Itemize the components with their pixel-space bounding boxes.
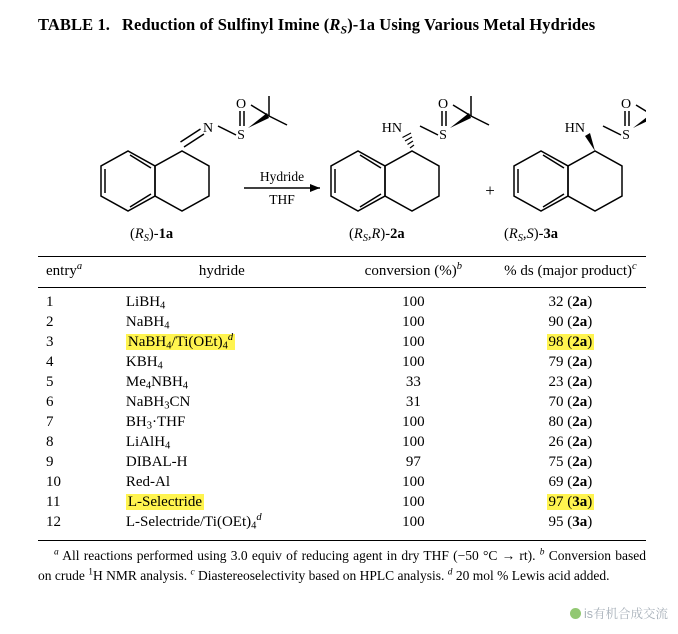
cell-conversion: 31 [405,393,421,410]
table-number: TABLE 1. [38,15,111,34]
cell-hydride: $BH_3\cdot THF$ [125,413,186,432]
table-header [38,256,646,287]
table-row [38,452,646,472]
sulfinyl-s-label-2: S [439,127,447,143]
cell-entry: 10 [46,473,61,490]
table-bottom-rule [38,540,646,541]
table-body [38,287,646,537]
arrow-label-thf: THF [269,191,295,207]
cell-ds: 80 (2a) [548,413,593,430]
column-header-conversion [332,256,495,287]
title-text-part2: )-1a Using Various Metal Hydrides [347,15,596,34]
table-row [38,512,646,537]
table-row [38,352,646,372]
table-row [38,432,646,452]
watermark-badge-icon [570,608,581,619]
results-table-wrapper [38,256,648,541]
sulfinyl-o-label-3: O [620,96,632,112]
table-row [38,392,646,412]
cell-entry: 12 [46,513,61,530]
imine-n-label: N [202,120,214,136]
sulfinyl-s-label-3: S [622,127,630,143]
table-header-row [38,256,646,287]
cell-ds: 69 (2a) [548,473,593,490]
cell-ds: 26 (2a) [548,433,593,450]
cell-conversion: 100 [402,313,425,330]
cell-entry: 1 [46,293,54,310]
column-header-entry-label: entry [46,262,77,279]
table-row [38,372,646,392]
cell-hydride: $KBH_4$ [125,353,163,372]
cell-ds: 70 (2a) [548,393,593,410]
cell-conversion: 33 [405,373,421,390]
cell-ds: 32 (2a) [548,293,593,310]
cell-conversion: 100 [402,513,425,530]
table-footnotes: $^a$ All reactions performed using 3.0 equiv of reducing agent in dry THF (−50 °C → rt). $^b$ Conversion based on crude $^1$H NMR analysis. $^c$ Diastereoselectivity based on HPLC analysis. $^d$ 20 mol % Lewis acid added. [38,547,647,583]
cell-conversion: 100 [402,493,425,510]
cell-hydride: $Me_4NBH_4$ [125,373,189,392]
cell-hydride: LiAlH$_4$ [125,433,171,452]
caption-1a: $(R_S)-1a$ [130,225,174,244]
column-header-ds-label: % ds (major product) [504,262,633,279]
table-row [38,472,646,492]
cell-hydride [112,492,332,512]
cell-hydride [112,332,332,352]
cell-ds: 90 (2a) [548,313,593,330]
sulfinyl-o-label-1: O [235,96,247,112]
product-2a-hn-label: HN [381,120,402,136]
cell-ds: 23 (2a) [548,373,593,390]
sulfinyl-o-label-2: O [437,96,449,112]
cell-ds: 75 (2a) [548,453,593,470]
cell-conversion: 100 [402,353,425,370]
results-table [38,256,646,537]
column-header-conversion-label: conversion (%) [364,262,457,279]
cell-entry: 2 [46,313,54,330]
cell-entry: 3 [46,333,54,350]
column-header-entry [38,256,112,287]
cell-hydride: NaBH$_3$CN [125,393,191,412]
caption-3a: $(R_S,S)-3a$ [504,225,558,244]
highlight-ds: 98 (2a) [548,333,593,350]
table-row [38,492,646,512]
reaction-scheme [38,48,648,226]
cell-conversion: 100 [402,333,425,350]
cell-conversion: 100 [402,433,425,450]
plus-sign: + [485,180,495,200]
column-header-conversion-note: b [456,260,462,272]
scheme-captions [38,226,648,248]
highlight-hydride: L-Selectride [127,493,202,510]
reaction-scheme-svg [38,48,646,226]
column-header-entry-note: a [76,260,83,272]
table-row [38,412,646,432]
cell-ds [495,332,646,352]
watermark [570,604,668,622]
cell-ds: 79 (2a) [548,353,593,370]
column-header-hydride: hydride [112,256,332,287]
sulfinyl-s-label-1: S [237,127,245,143]
highlight-hydride: $NaBH_4/Ti(OEt)_4^d$ [127,331,234,352]
cell-ds: 95 (3a) [548,513,593,530]
cell-entry: 4 [46,353,54,370]
cell-conversion: 97 [405,453,421,470]
watermark-text: is有机合成交流 [583,607,668,621]
cell-ds [495,492,646,512]
cell-conversion: 100 [402,413,425,430]
cell-conversion: 100 [402,293,425,310]
table-row [38,287,646,312]
cell-hydride: LiBH$_4$ [125,293,166,312]
cell-hydride: NaBH$_4$ [125,313,170,332]
title-rs-subscript: S [340,22,348,37]
table-row [38,312,646,332]
cell-hydride: $L-Selectride/Ti(OEt)_4^d$ [125,511,262,532]
product-3a-hn-label: HN [564,120,585,136]
cell-entry: 5 [46,373,54,390]
cell-entry: 7 [46,413,54,430]
cell-conversion: 100 [402,473,425,490]
column-header-ds [495,256,646,287]
table-row [38,332,646,352]
title-text-part1: Reduction of Sulfinyl Imine ( [122,15,330,34]
cell-entry: 9 [46,453,54,470]
cell-entry: 6 [46,393,54,410]
page-title [38,14,648,38]
cell-entry: 8 [46,433,54,450]
title-rs-italic: R [329,15,341,34]
caption-2a: $(R_S,R)-2a$ [349,225,405,244]
column-header-ds-note: c [632,260,637,272]
arrow-label-hydride: Hydride [259,168,305,184]
highlight-ds: 97 (3a) [548,493,593,510]
cell-hydride: Red-Al [125,473,171,490]
cell-hydride: DIBAL-H [125,453,188,470]
cell-entry: 11 [46,493,61,510]
